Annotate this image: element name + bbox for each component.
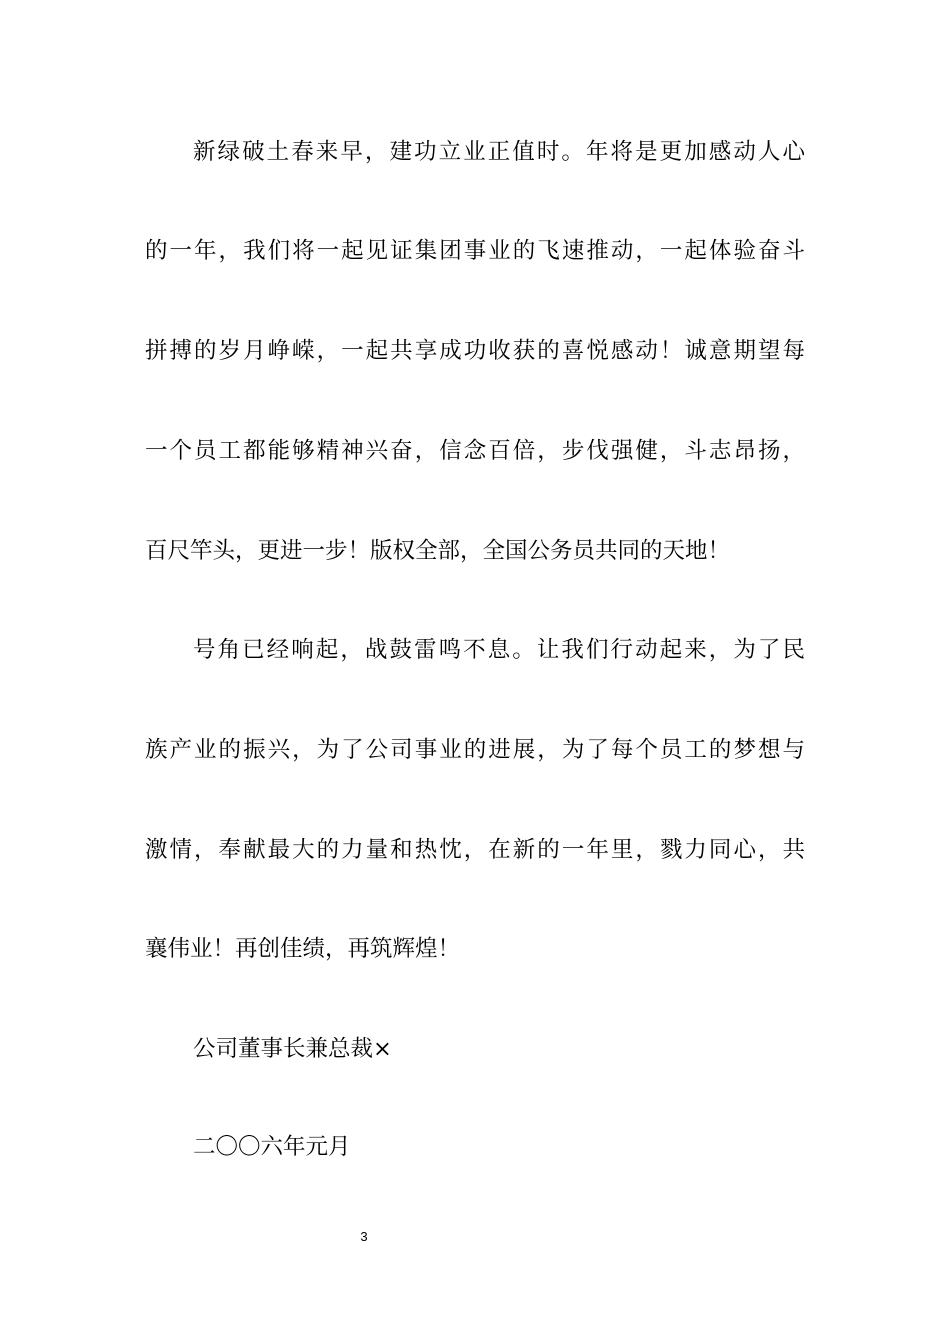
paragraph-line: 族产业的振兴，为了公司事业的进展，为了每个员工的梦想与 <box>145 737 805 763</box>
paragraph-line: 襄伟业！再创佳绩，再筑辉煌！ <box>145 936 461 962</box>
paragraph-line: 激情，奉献最大的力量和热忱，在新的一年里，戮力同心，共 <box>145 837 805 863</box>
signature-date: 二〇〇六年元月 <box>193 1134 351 1160</box>
paragraph-line: 新绿破土春来早，建功立业正值时。年将是更加感动人心 <box>193 139 805 165</box>
paragraph-line: 号角已经响起，战鼓雷鸣不息。让我们行动起来，为了民 <box>193 637 805 663</box>
paragraph-line: 百尺竿头，更进一步！版权全部，全国公务员共同的天地！ <box>145 538 731 564</box>
signature-title: 公司董事长兼总裁× <box>193 1036 392 1062</box>
page-number: 3 <box>360 1229 368 1244</box>
paragraph-line: 拼搏的岁月峥嵘，一起共享成功收获的喜悦感动！诚意期望每 <box>145 338 805 364</box>
paragraph-line: 一个员工都能够精神兴奋，信念百倍，步伐强健，斗志昂扬， <box>145 438 805 464</box>
paragraph-line: 的一年，我们将一起见证集团事业的飞速推动，一起体验奋斗 <box>145 238 805 264</box>
